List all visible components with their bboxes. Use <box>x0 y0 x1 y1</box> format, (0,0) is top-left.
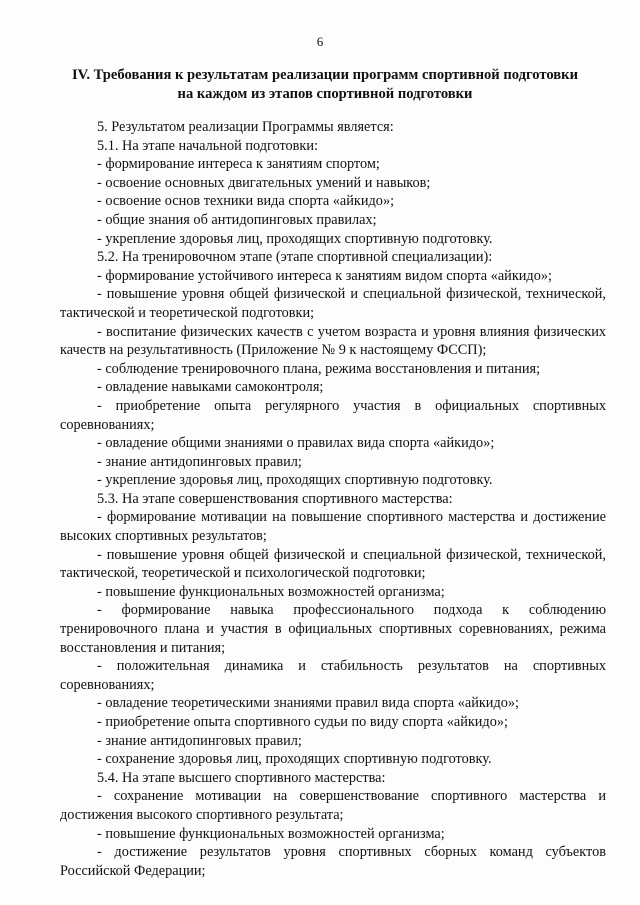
paragraph: - повышение функциональных возможностей организма; <box>97 825 445 842</box>
paragraph: - овладение общими знаниями о правилах вида спорта «айкидо»; <box>97 435 495 452</box>
paragraph: 5.3. На этапе совершенствования спортивного мастерства: <box>97 490 453 507</box>
paragraph: - достижение результатов уровня спортивных сборных команд субъектов Российской Федерации; <box>60 844 606 879</box>
paragraph: 5.2. На тренировочном этапе (этапе спортивной специализации): <box>97 249 493 266</box>
paragraph: - воспитание физических качеств с учетом возраста и уровня влияния физических качеств на результативность (Приложение № 9 к настоящему ФССП); <box>60 323 606 359</box>
page-number: 6 <box>316 34 324 49</box>
section-heading <box>60 66 590 104</box>
section-heading-line-1: IV. Требования к результатам реализации программ спортивной подготовки <box>72 67 578 83</box>
paragraph: - освоение основных двигательных умений и навыков; <box>97 174 431 191</box>
paragraph: - укрепление здоровья лиц, проходящих спортивную подготовку. <box>97 472 493 489</box>
paragraph: - сохранение здоровья лиц, проходящих спортивную подготовку. <box>97 751 492 768</box>
paragraph: - знание антидопинговых правил; <box>97 732 302 749</box>
paragraph: - овладение теоретическими знаниями правил вида спорта «айкидо»; <box>97 695 519 712</box>
paragraph: - приобретение опыта регулярного участия в официальных спортивных соревнованиях; <box>60 397 606 433</box>
paragraph: - повышение уровня общей физической и специальной физической, технической, тактической, теоретической и психологической подготовки; <box>60 546 606 582</box>
paragraph: - укрепление здоровья лиц, проходящих спортивную подготовку. <box>97 230 493 247</box>
paragraph: - общие знания об антидопинговых правилах; <box>97 211 377 228</box>
paragraph: 5.4. На этапе высшего спортивного мастерства: <box>97 769 386 786</box>
paragraph: - освоение основ техники вида спорта «айкидо»; <box>97 193 395 210</box>
paragraph: - овладение навыками самоконтроля; <box>97 379 324 396</box>
section-heading-line-2: на каждом из этапов спортивной подготовки <box>177 86 473 102</box>
paragraph: - положительная динамика и стабильность результатов на спортивных соревнованиях; <box>60 658 606 693</box>
paragraph: 5. Результатом реализации Программы является: <box>97 119 394 135</box>
paragraph: - сохранение мотивации на совершенствование спортивного мастерства и достижения высокого спортивного результата; <box>60 788 606 823</box>
document-body <box>60 118 606 880</box>
paragraph: - формирование навыка профессионального подхода к соблюдению тренировочного плана и участия в официальных спортивных соревнованиях, режима восстановления и питания; <box>60 602 606 656</box>
paragraph: - приобретение опыта спортивного судьи по виду спорта «айкидо»; <box>97 714 508 730</box>
paragraph: - формирование мотивации на повышение спортивного мастерства и достижение высоких спортивных результатов; <box>60 509 606 545</box>
paragraph: - формирование интереса к занятиям спортом; <box>97 156 380 173</box>
paragraph: - знание антидопинговых правил; <box>97 453 302 470</box>
paragraph: - соблюдение тренировочного плана, режима восстановления и питания; <box>97 360 541 377</box>
paragraph: - повышение функциональных возможностей организма; <box>97 583 445 600</box>
paragraph: - формирование устойчивого интереса к занятиям видом спорта «айкидо»; <box>97 267 552 284</box>
paragraph: 5.1. На этапе начальной подготовки: <box>97 137 318 154</box>
paragraph: - повышение уровня общей физической и специальной физической, технической, тактической и теоретической подготовки; <box>60 286 606 321</box>
